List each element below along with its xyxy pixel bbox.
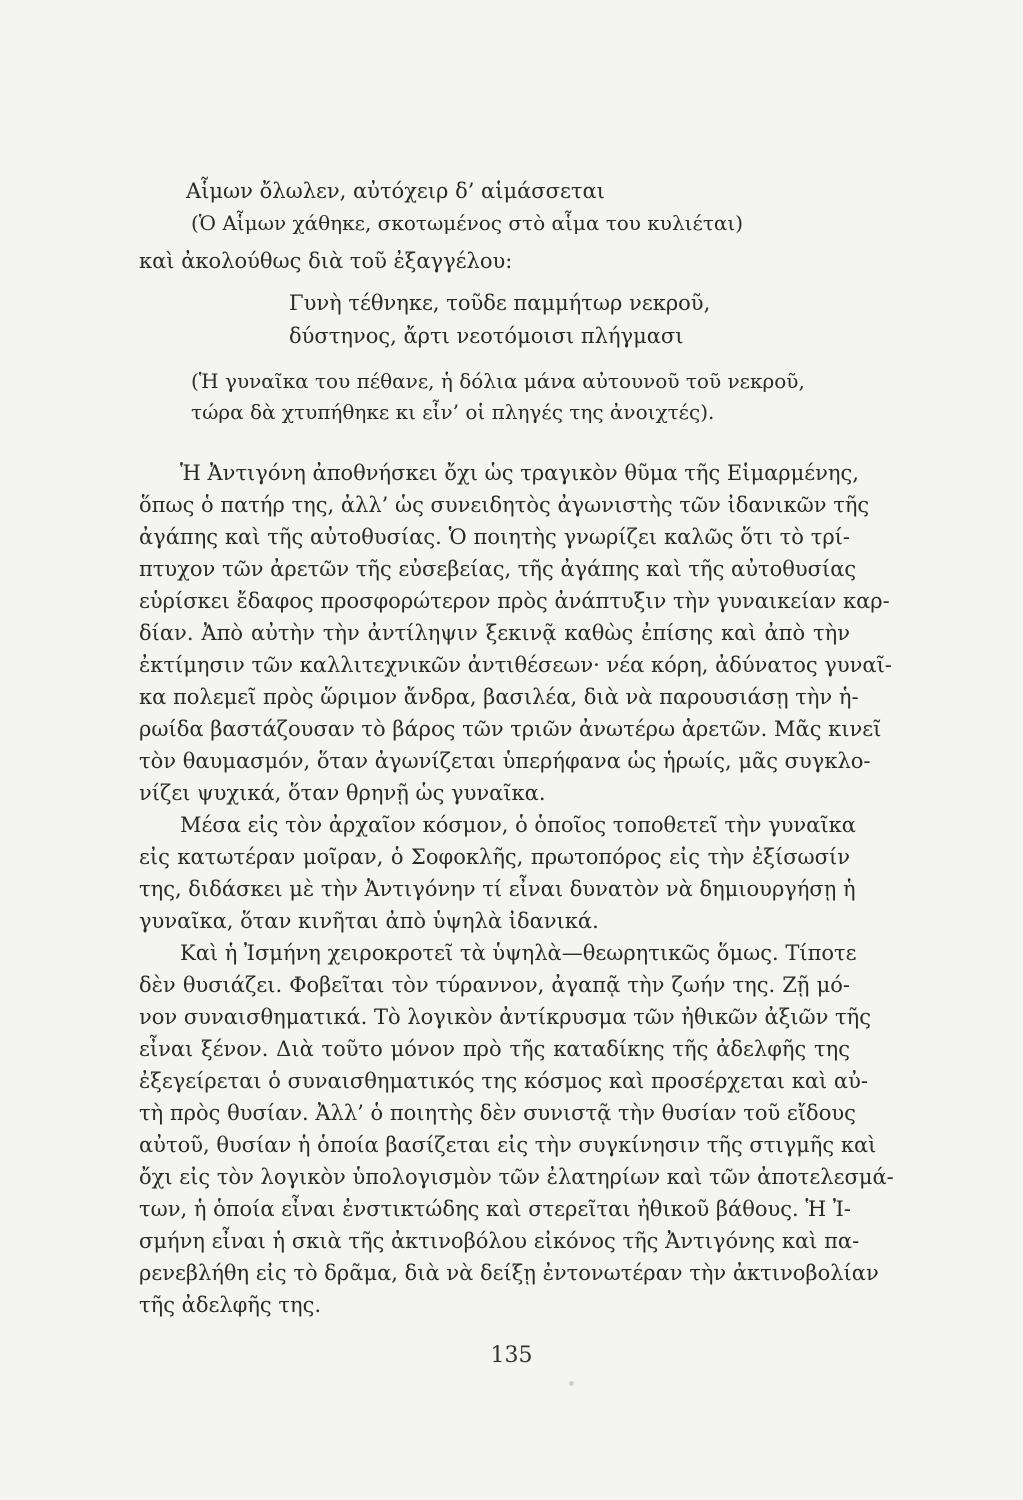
paragraph-line: ρενεβλήθη εἰς τὸ δρᾶμα, διὰ νὰ δείξῃ ἐντονωτέραν τὴν ἀκτινοβολίαν — [139, 1261, 879, 1285]
page-number: 135 — [490, 1343, 533, 1368]
paragraph-line: των, ἡ ὁποία εἶναι ἐνστικτώδης καὶ στερεῖται ἠθικοῦ βάθους. Ἡ Ἰ- — [139, 1197, 851, 1221]
paragraph-line: Ἡ Ἀντιγόνη ἀποθνήσκει ὄχι ὡς τραγικὸν θῦμα τῆς Εἱμαρμένης, — [180, 461, 859, 485]
paragraph-line: ἀγάπης καὶ τῆς αὐτοθυσίας. Ὁ ποιητὴς γνωρίζει καλῶς ὅτι τὸ τρί- — [139, 525, 850, 549]
paragraph-line: νίζει ψυχικά, ὅταν θρηνῇ ὡς γυναῖκα. — [139, 781, 546, 805]
paragraph-line: τὴ πρὸς θυσίαν. Ἀλλ’ ὁ ποιητὴς δὲν συνιστᾷ τὴν θυσίαν τοῦ εἴδους — [139, 1101, 856, 1125]
paragraph-line: δὲν θυσιάζει. Φοβεῖται τὸν τύραννον, ἀγαπᾷ τὴν ζωήν της. Ζῇ μό- — [139, 973, 850, 997]
paragraph-line: σμήνη εἶναι ἡ σκιὰ τῆς ἀκτινοβόλου εἰκόνος τῆς Ἀντιγόνης καὶ πα- — [139, 1229, 860, 1253]
intro-line: καὶ ἀκολούθως διὰ τοῦ ἐξαγγέλου: — [139, 249, 513, 273]
verse-line: Αἷμων ὄλωλεν, αὐτόχειρ δ’ αἱμάσσεται — [186, 179, 605, 203]
verse-translation-line: τώρα δὰ χτυπήθηκε κι εἶν’ οἱ πληγές της ἀνοιχτές). — [191, 400, 715, 424]
paragraph-line: της, διδάσκει μὲ τὴν Ἀντιγόνην τί εἶναι δυνατὸν νὰ δημιουργήσῃ ἡ — [139, 877, 856, 901]
paragraph-line: τὸν θαυμασμόν, ὅταν ἀγωνίζεται ὑπερήφανα ὡς ἡρωίς, μᾶς συγκλο- — [139, 749, 871, 773]
verse-translation-line: (Ὁ Αἷμων χάθηκε, σκοτωμένος στὸ αἷμα του κυλιέται) — [191, 211, 744, 235]
paragraph-line: γυναῖκα, ὅταν κινῆται ἀπὸ ὑψηλὰ ἰδανικά. — [139, 909, 599, 933]
verse-translation-line: (Ἡ γυναῖκα του πέθανε, ἡ δόλια μάνα αὐτουνοῦ τοῦ νεκροῦ, — [191, 369, 805, 393]
paragraph-line: εἶναι ξένον. Διὰ τοῦτο μόνον πρὸ τῆς καταδίκης τῆς ἀδελφῆς της — [139, 1037, 850, 1061]
paragraph-line: εἰς κατωτέραν μοῖραν, ὁ Σοφοκλῆς, πρωτοπόρος εἰς τὴν ἐξίσωσίν — [139, 845, 850, 869]
verse-line: δύστηνος, ἄρτι νεοτόμοισι πλήγμασι — [289, 324, 684, 348]
paper-speck — [569, 1381, 574, 1386]
paragraph-line: Μέσα εἰς τὸν ἀρχαῖον κόσμον, ὁ ὁποῖος τοποθετεῖ τὴν γυναῖκα — [180, 813, 856, 837]
paragraph-line: ἐκτίμησιν τῶν καλλιτεχνικῶν ἀντιθέσεων· νέα κόρη, ἀδύνατος γυναῖ- — [139, 653, 892, 677]
paragraph-line: ἐξεγείρεται ὁ συναισθηματικός της κόσμος καὶ προσέρχεται καὶ αὐ- — [139, 1069, 868, 1093]
paragraph-line: κα πολεμεῖ πρὸς ὥριμον ἄνδρα, βασιλέα, διὰ νὰ παρουσιάσῃ τὴν ἡ- — [139, 685, 859, 709]
paragraph-line: ρωίδα βαστάζουσαν τὸ βάρος τῶν τριῶν ἀνωτέρω ἀρετῶν. Μᾶς κινεῖ — [139, 717, 882, 741]
paragraph-line: τῆς ἀδελφῆς της. — [139, 1293, 322, 1317]
verse-line: Γυνὴ τέθνηκε, τοῦδε παμμήτωρ νεκροῦ, — [289, 291, 711, 315]
paragraph-line: ὅπως ὁ πατήρ της, ἀλλ’ ὡς συνειδητὸς ἀγωνιστὴς τῶν ἰδανικῶν τῆς — [139, 493, 870, 517]
paragraph-line: αὐτοῦ, θυσίαν ἡ ὁποία βασίζεται εἰς τὴν συγκίνησιν τῆς στιγμῆς καὶ — [139, 1133, 877, 1157]
paragraph-line: πτυχον τῶν ἀρετῶν τῆς εὐσεβείας, τῆς ἀγάπης καὶ τῆς αὐτοθυσίας — [139, 557, 857, 581]
paragraph-line: νον συναισθηματικά. Τὸ λογικὸν ἀντίκρυσμα τῶν ἠθικῶν ἀξιῶν τῆς — [139, 1005, 872, 1029]
paragraph-line: Καὶ ἡ Ἰσμήνη χειροκροτεῖ τὰ ὑψηλὰ—θεωρητικῶς ὅμως. Τίποτε — [180, 941, 857, 965]
paragraph-line: δίαν. Ἀπὸ αὐτὴν τὴν ἀντίληψιν ξεκινᾷ καθὼς ἐπίσης καὶ ἀπὸ τὴν — [139, 621, 850, 645]
paragraph-line: ὄχι εἰς τὸν λογικὸν ὑπολογισμὸν τῶν ἐλατηρίων καὶ τῶν ἀποτελεσμά- — [139, 1165, 894, 1189]
paragraph-line: εὑρίσκει ἔδαφος προσφορώτερον πρὸς ἀνάπτυξιν τὴν γυναικείαν καρ- — [139, 589, 890, 613]
